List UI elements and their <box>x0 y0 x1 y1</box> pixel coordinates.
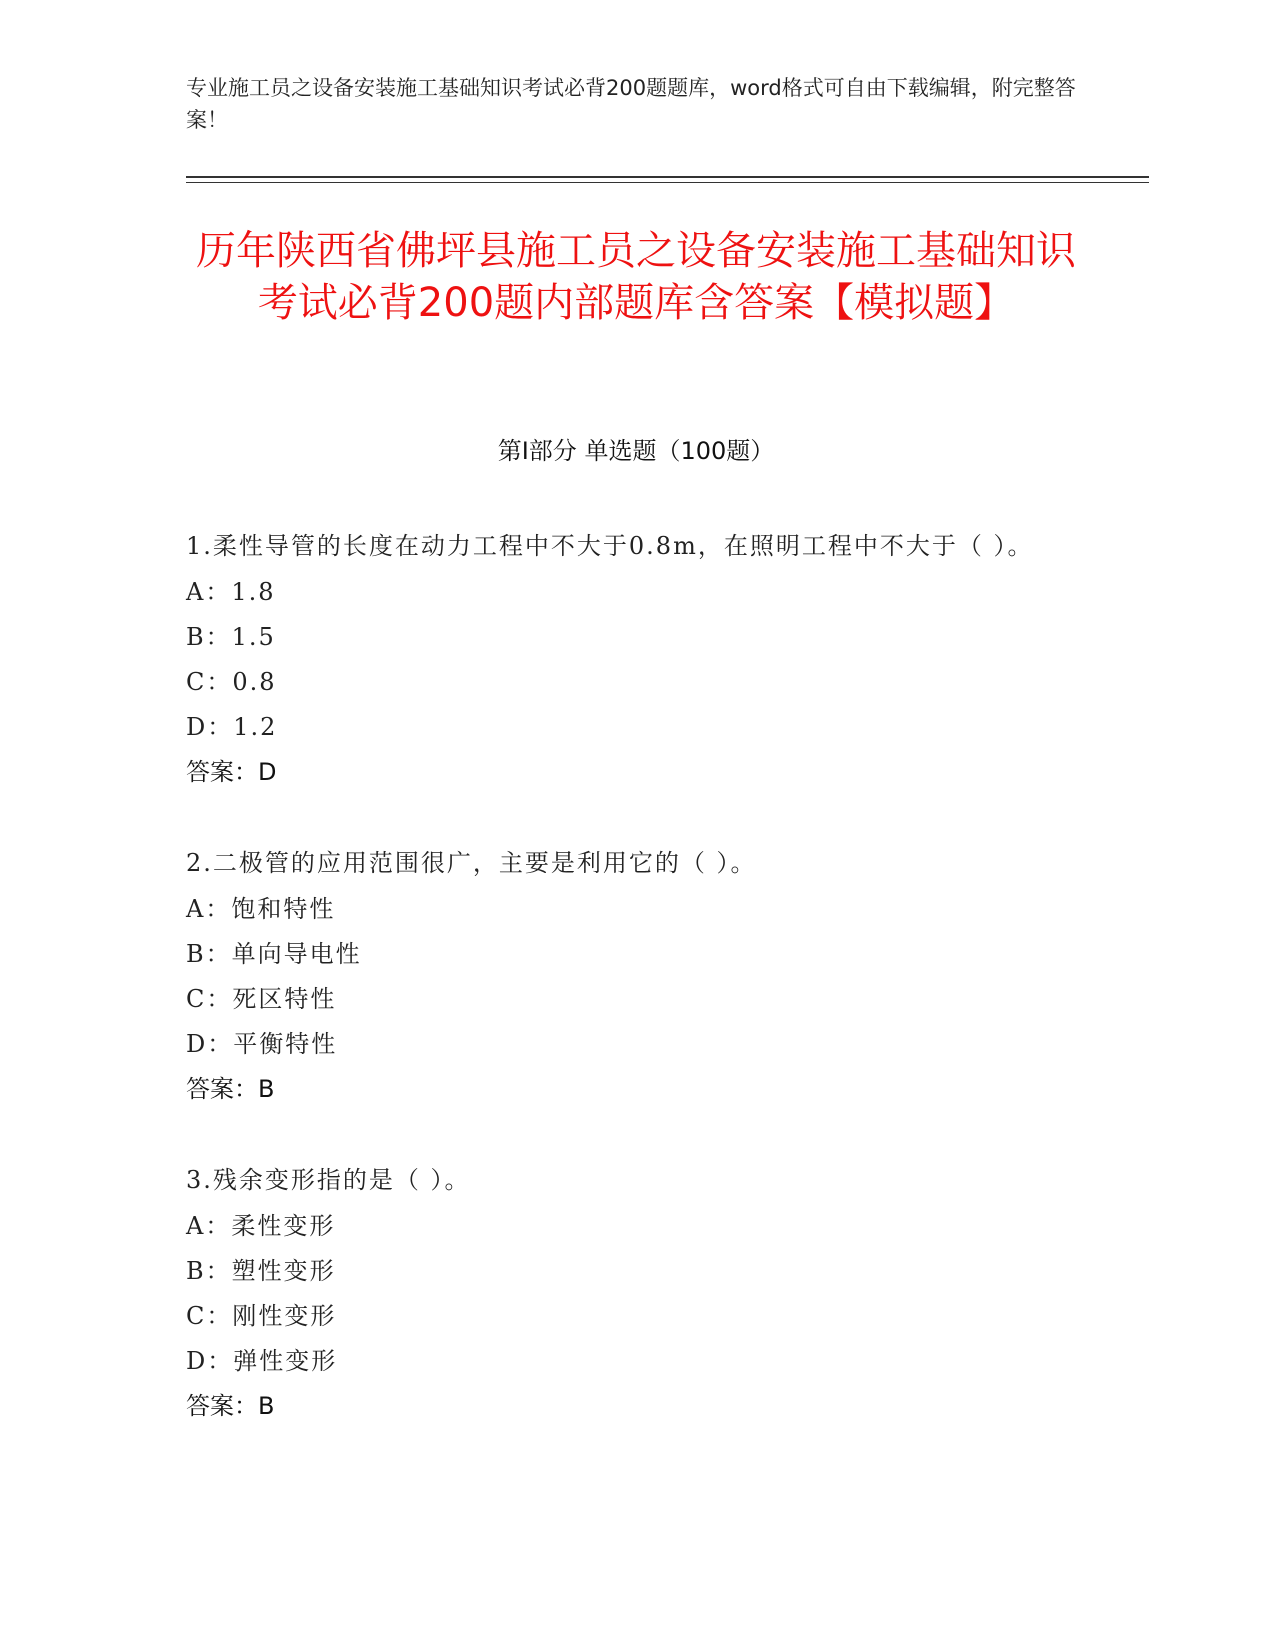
option-c: C：刚性变形 <box>186 1302 337 1330</box>
answer-line: 答案：B <box>186 1392 275 1420</box>
option-b: B：塑性变形 <box>186 1257 336 1285</box>
option-b: B：1.5 <box>186 623 276 651</box>
question-1 <box>186 522 1086 795</box>
header-divider-thin <box>186 182 1149 183</box>
section-title: 第I部分 单选题（100题） <box>497 437 775 465</box>
answer-line: 答案：B <box>186 1075 275 1103</box>
answer-line: 答案：D <box>186 758 277 786</box>
option-d: D：1.2 <box>186 713 278 741</box>
option-a: A：柔性变形 <box>186 1212 336 1240</box>
header-note: 专业施工员之设备安装施工基础知识考试必背200题题库，word格式可自由下载编辑，附完整答案！ <box>186 76 1076 132</box>
header-divider <box>186 176 1149 178</box>
option-d: D：平衡特性 <box>186 1030 338 1058</box>
option-b: B：单向导电性 <box>186 940 362 968</box>
option-c: C：死区特性 <box>186 985 337 1013</box>
question-stem: 3.残余变形指的是（ ）。 <box>186 1166 471 1194</box>
option-a: A：1.8 <box>186 578 276 606</box>
option-d: D：弹性变形 <box>186 1347 338 1375</box>
question-stem: 1.柔性导管的长度在动力工程中不大于0.8m，在照明工程中不大于（ ）。 <box>186 532 1034 560</box>
option-c: C：0.8 <box>186 668 277 696</box>
question-2 <box>186 839 1086 1112</box>
option-a: A：饱和特性 <box>186 895 336 923</box>
question-list <box>186 522 1086 1473</box>
question-3 <box>186 1156 1086 1429</box>
question-stem: 2.二极管的应用范围很广，主要是利用它的（ ）。 <box>186 849 757 877</box>
document-title: 历年陕西省佛坪县施工员之设备安装施工基础知识考试必背200题内部题库含答案【模拟题】 <box>196 228 1076 326</box>
